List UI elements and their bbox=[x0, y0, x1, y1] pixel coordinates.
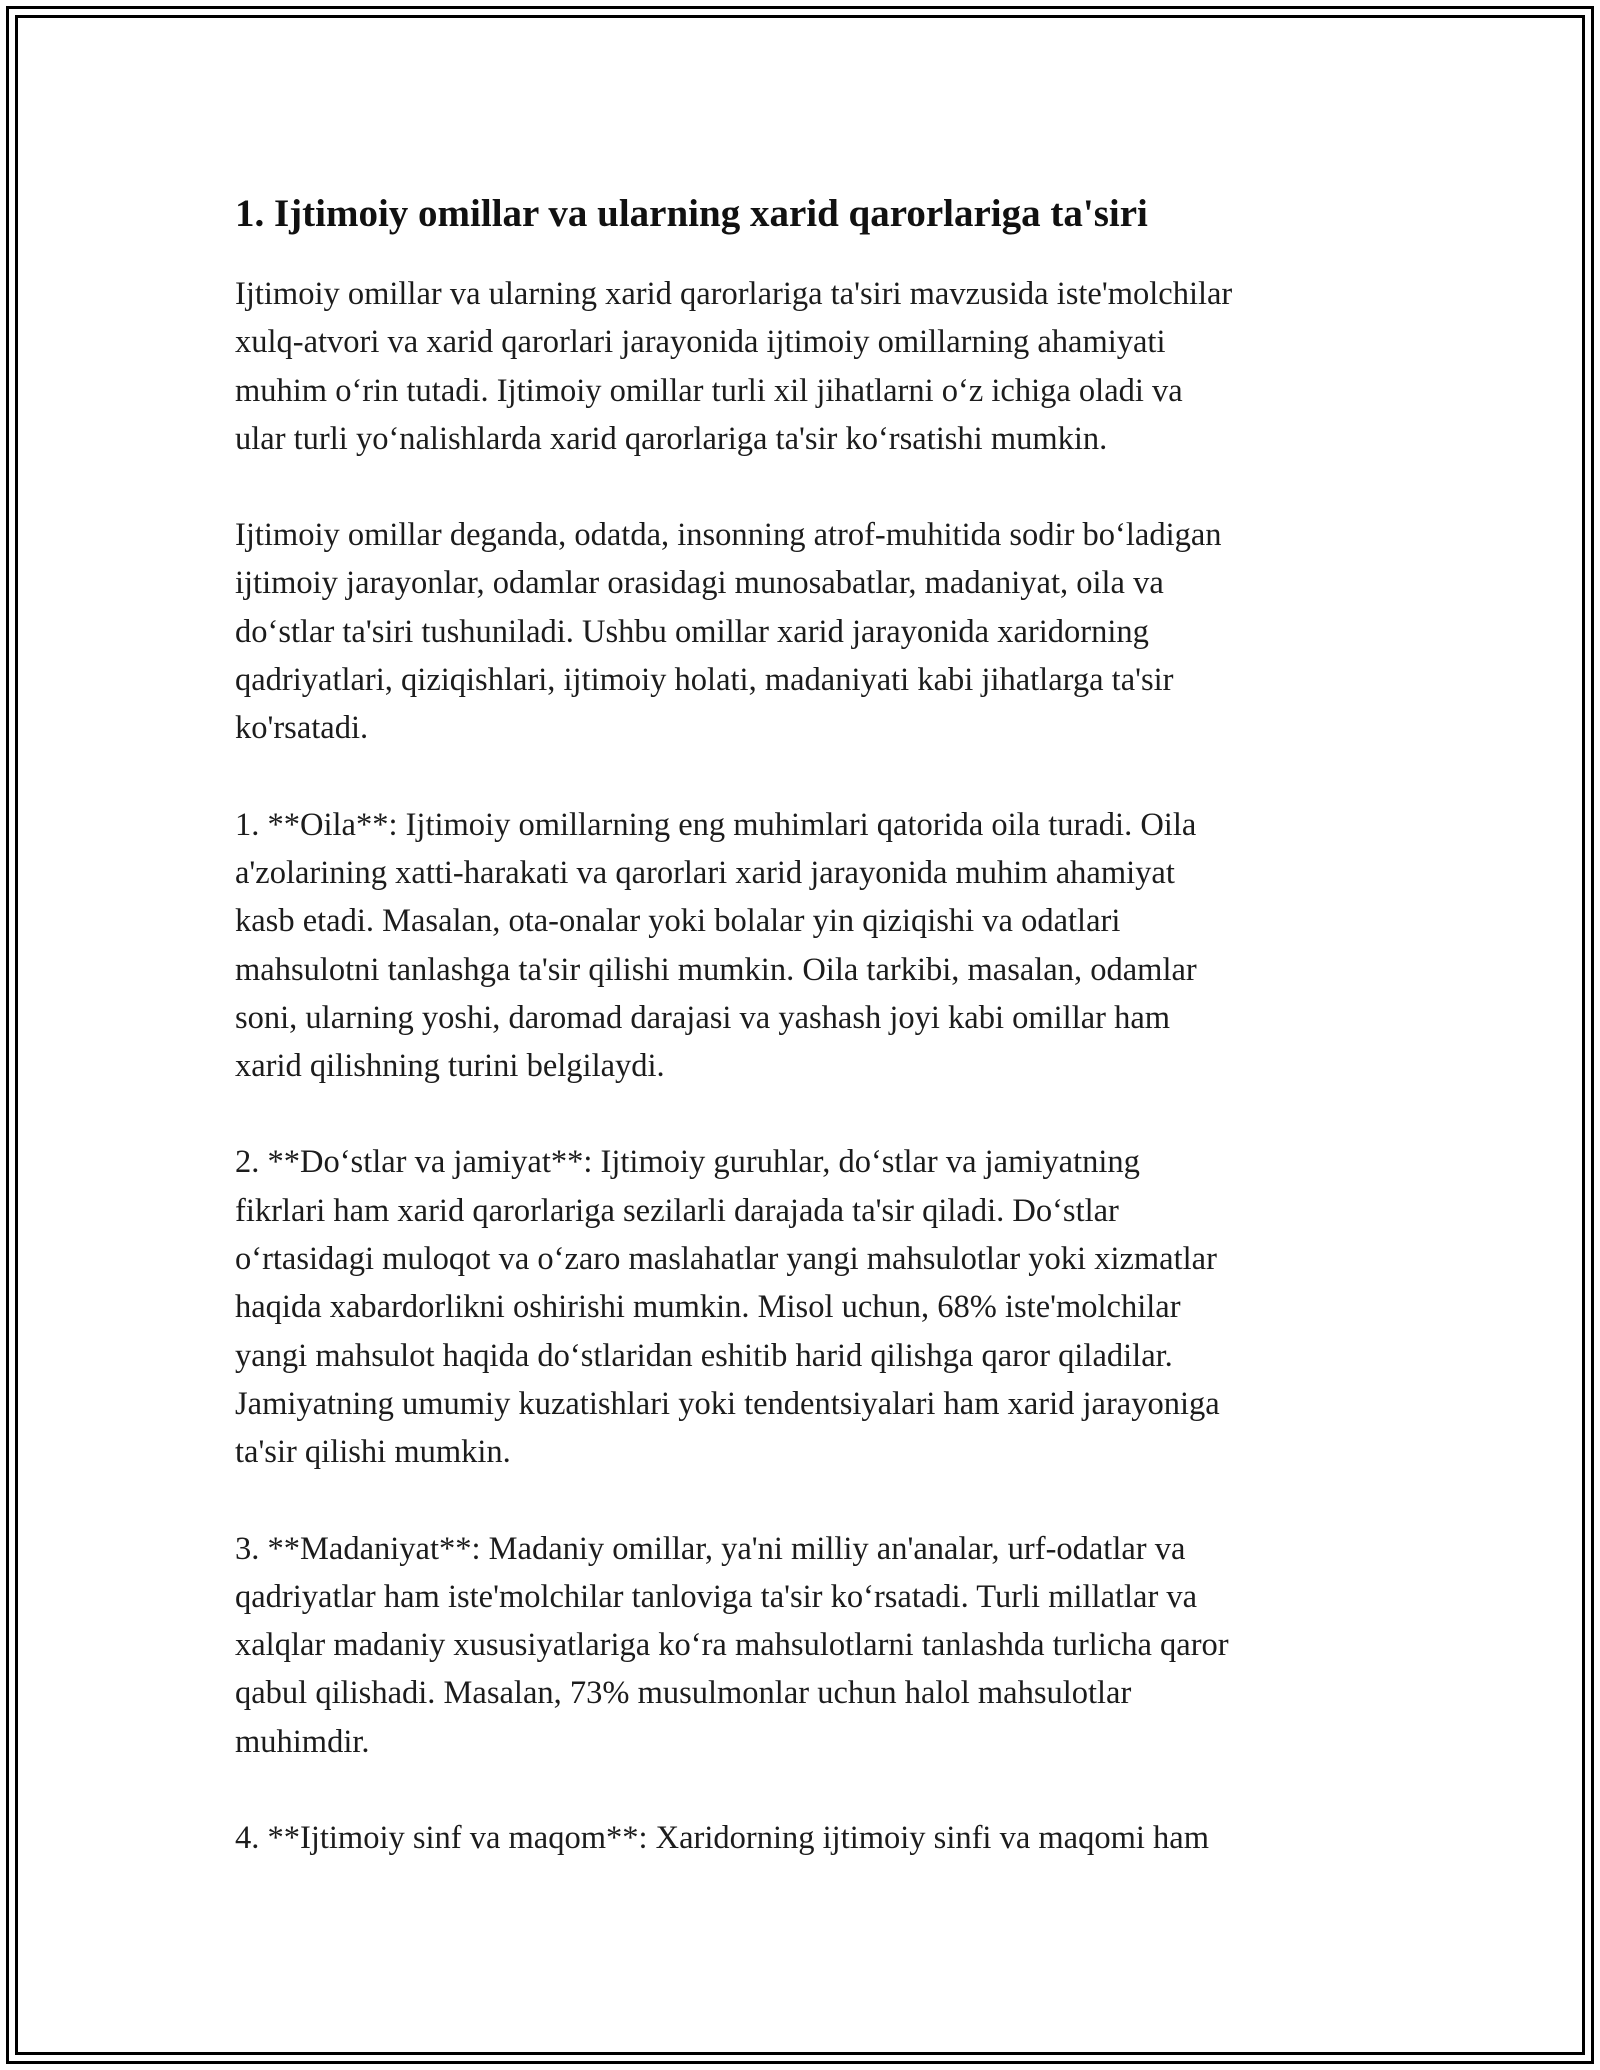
document-body bbox=[235, 188, 1375, 1910]
paragraph-culture: 3. **Madaniyat**: Madaniy omillar, ya'ni milliy an'analar, urf-odatlar va qadriyatlar ham iste'molchilar tanloviga ta'sir ko‘rsatadi. Turli millatlar va xalqlar madaniy xususiyatlariga ko‘ra mahsulotlarni tanlashda turlicha qaror qabul qilishadi. Masalan, 73% musulmonlar uchun halol mahsulotlar muhimdir. bbox=[235, 1530, 1229, 1760]
paragraph-friends-society: 2. **Do‘stlar va jamiyat**: Ijtimoiy guruhlar, do‘stlar va jamiyatning fikrlari ham xarid qarorlariga sezilarli darajada ta'sir qiladi. Do‘stlar o‘rtasidagi muloqot va o‘zaro maslahatlar yangi mahsulotlar yoki xizmatlar haqida xabardorlikni oshirishi mumkin. Misol uchun, 68% iste'molchilar yangi mahsulot haqida do‘stlaridan eshitib harid qilishga qaror qiladilar. Jamiyatning umumiy kuzatishlari yoki tendentsiyalari ham xarid jarayoniga ta'sir qilishi mumkin. bbox=[235, 1144, 1220, 1471]
paragraph-social-class: 4. **Ijtimoiy sinf va maqom**: Xaridorning ijtimoiy sinfi va maqomi ham bbox=[235, 1820, 1209, 1857]
paragraph-family: 1. **Oila**: Ijtimoiy omillarning eng muhimlari qatorida oila turadi. Oila a'zolarining xatti-harakati va qarorlari xarid jarayonida muhim ahamiyat kasb etadi. Masalan, ota-onalar yoki bolalar yin qiziqishi va odatlari mahsulotni tanlashga ta'sir qilishi mumkin. Oila tarkibi, masalan, odamlar soni, ularning yoshi, daromad darajasi va yashash joyi kabi omillar ham xarid qilishning turini belgilaydi. bbox=[235, 806, 1197, 1085]
paragraph-definition: Ijtimoiy omillar deganda, odatda, insonning atrof-muhitida sodir bo‘ladigan ijtimoiy jarayonlar, odamlar orasidagi munosabatlar, madaniyat, oila va do‘stlar ta'siri tushuniladi. Ushbu omillar xarid jarayonida xaridorning qadriyatlari, qiziqishlari, ijtimoiy holati, madaniyati kabi jihatlarga ta'sir ko'rsatadi. bbox=[235, 517, 1222, 747]
section-heading: 1. Ijtimoiy omillar va ularning xarid qarorlariga ta'siri bbox=[235, 192, 1148, 235]
paragraph-intro: Ijtimoiy omillar va ularning xarid qarorlariga ta'siri mavzusida iste'molchilar xulq-atvori va xarid qarorlari jarayonida ijtimoiy omillarning ahamiyati muhim o‘rin tutadi. Ijtimoiy omillar turli xil jihatlarni o‘z ichiga oladi va ular turli yo‘nalishlarda xarid qarorlariga ta'sir ko‘rsatishi mumkin. bbox=[235, 276, 1233, 457]
